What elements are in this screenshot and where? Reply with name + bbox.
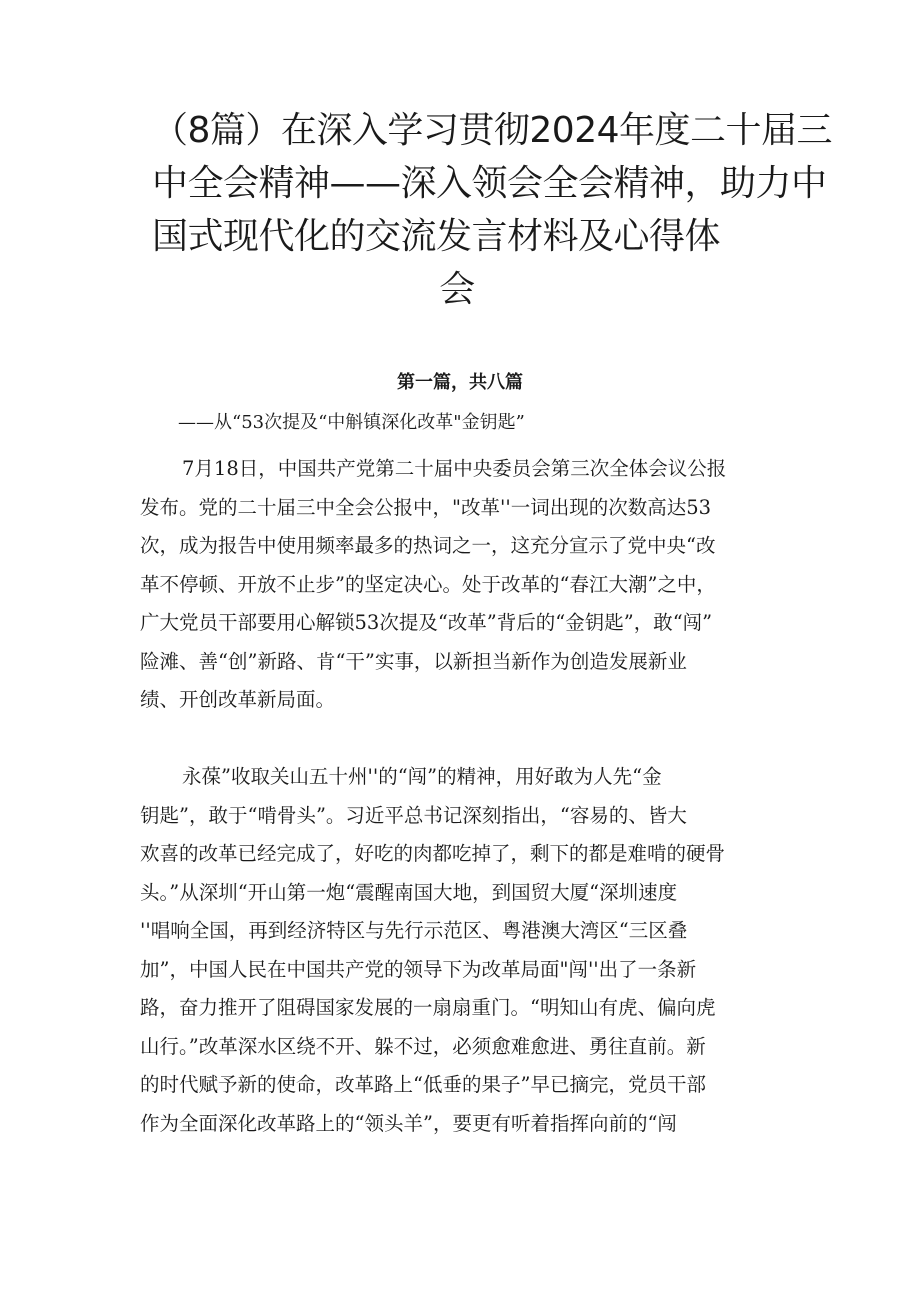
paragraph-line: 广大党员干部要用心解锁53次提及“改革”背后的“金钥匙”，敢“闯”	[140, 611, 713, 634]
paragraph-line: 作为全面深化改革路上的“领头羊”，要更有听着指挥向前的“闯	[140, 1111, 677, 1135]
paragraph-line: 头。”从深圳“开山第一炮“震醒南国大地，到国贸大厦“深圳速度	[140, 880, 678, 904]
paragraph-line: 7月18日，中国共产党第二十届中央委员会第三次全体会议公报	[182, 457, 727, 480]
paragraph-1	[140, 450, 785, 720]
paragraph-line: 绩、开创改革新局面。	[140, 688, 336, 711]
paragraph-line: 山行。”改革深水区绕不开、躲不过，必须愈难愈进、勇往直前。新	[140, 1034, 706, 1058]
paragraph-line: 永葆”收取关山五十州''的“闯”的精神，用好敢为人先“金	[182, 765, 662, 788]
section-heading: 第一篇，共八篇	[397, 372, 523, 393]
paragraph-line: 革不停顿、开放不止步”的坚定决心。处于改革的“春江大潮”之中，	[140, 572, 716, 596]
title-line-2: 中全会精神——深入领会全会精神，助力中	[152, 163, 827, 204]
paragraph-line: 欢喜的改革已经完成了，好吃的肉都吃掉了，剩下的都是难啃的硬骨	[140, 842, 726, 865]
paragraph-2	[140, 758, 785, 1143]
paragraph-line: 路，奋力推开了阻碍国家发展的一扇扇重门。“明知山有虎、偏向虎	[140, 996, 716, 1019]
paragraph-line: 险滩、善“创”新路、肯“干”实事，以新担当新作为创造发展新业	[140, 649, 687, 673]
section-subtitle: ——从“53次提及“中斛镇深化改革"金钥匙”	[178, 412, 525, 433]
paragraph-line: 加”，中国人民在中国共产党的领导下为改革局面"闯''出了一条新	[140, 957, 697, 981]
paragraph-line: 钥匙”，敢于“啃骨头”。习近平总书记深刻指出，“容易的、皆大	[140, 803, 687, 827]
paragraph-line: 次，成为报告中使用频率最多的热词之一，这充分宣示了党中央“改	[140, 534, 716, 557]
title-line-1: （8篇）在深入学习贯彻2024年度二十届三	[152, 110, 833, 151]
paragraph-line: 的时代赋予新的使命，改革路上“低垂的果子”早已摘完，党员干部	[140, 1073, 706, 1096]
title-line-4: 会	[439, 269, 475, 310]
title-line-3: 国式现代化的交流发言材料及心得体	[152, 216, 721, 257]
paragraph-line: ''唱响全国，再到经济特区与先行示范区、粤港澳大湾区“三区叠	[140, 919, 688, 942]
document-title	[152, 104, 833, 316]
paragraph-line: 发布。党的二十届三中全会公报中，"改革''一词出现的次数高达53	[140, 495, 712, 519]
